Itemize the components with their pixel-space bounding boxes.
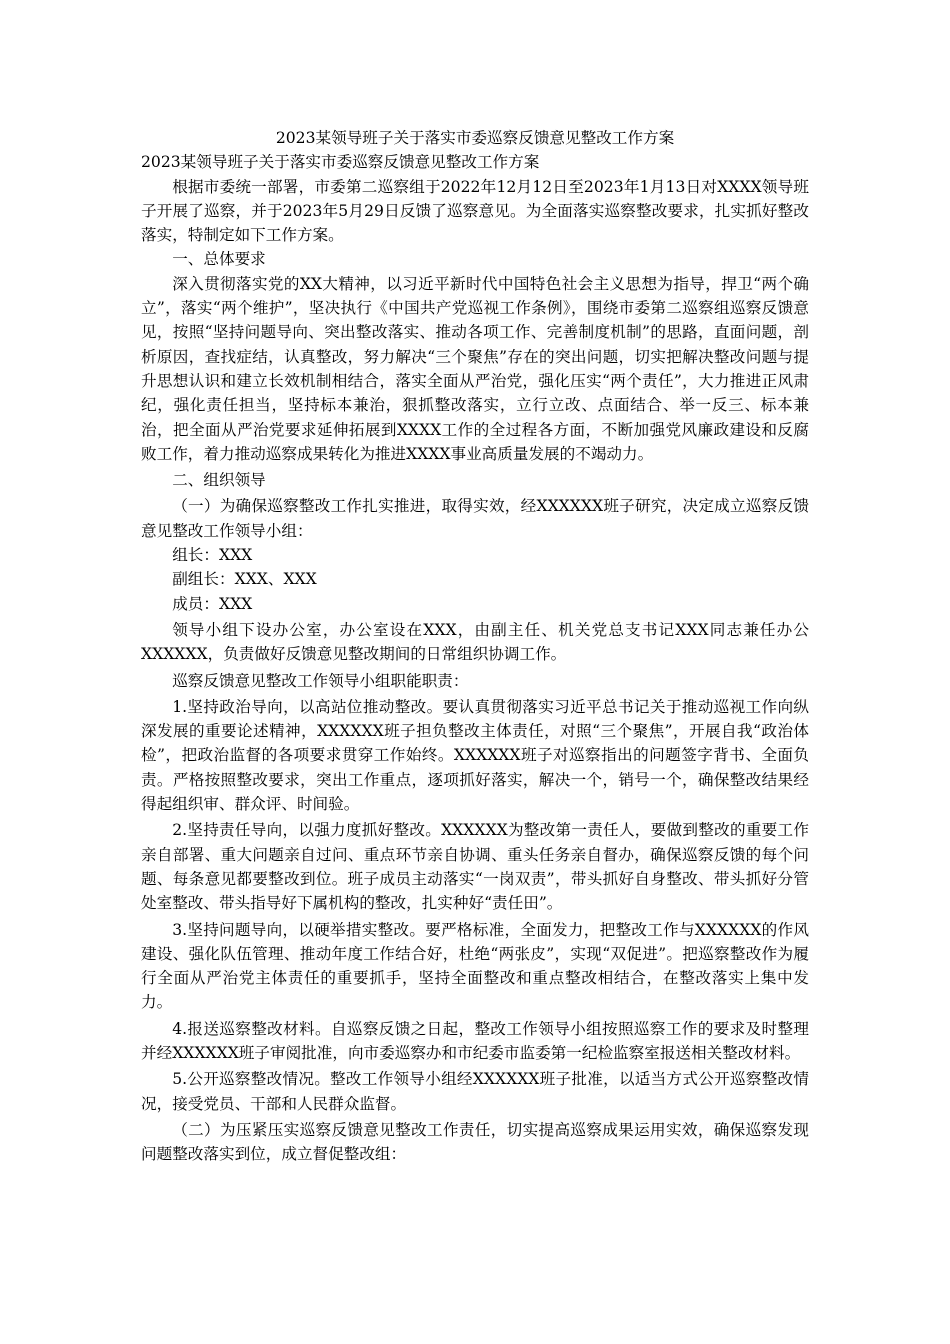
document-page xyxy=(141,126,809,1166)
document-subtitle: 2023某领导班子关于落实市委巡察反馈意见整改工作方案 xyxy=(141,153,540,172)
intro-paragraph: 根据市委统一部署，市委第二巡察组于2022年12月12日至2023年1月13日对XXXX领导班子开展了巡察，并于2023年5月29日反馈了巡察意见。为全面落实巡察整改要求，扎实抓好整改落实，特制定如下工作方案。 xyxy=(141,177,809,245)
office-paragraph: 领导小组下设办公室，办公室设在XXX，由副主任、机关党总支书记XXX同志兼任办公XXXXXX，负责做好反馈意见整改期间的日常组织协调工作。 xyxy=(141,620,809,664)
section-heading-general-requirements: 一、总体要求 xyxy=(172,250,266,269)
document-title: 2023某领导班子关于落实市委巡察反馈意见整改工作方案 xyxy=(275,129,675,147)
general-requirements-paragraph: 深入贯彻落实党的XX大精神，以习近平新时代中国特色社会主义思想为指导，捍卫“两个确立”，落实“两个维护”，坚决执行《中国共产党巡视工作条例》，围绕市委第二巡察组巡察反馈意见，按照“坚持问题导向、突出整改落实、推动各项工作、完善制度机制”的思路，直面问题，剖析原因，查找症结，认真整改，努力解决“三个聚焦”存在的突出问题，切实把解决整改问题与提升思想认识和建立长效机制相结合，落实全面从严治党，强化压实“两个责任”，大力推进正风肃纪，强化责任担当，坚持标本兼治，狠抓整改落实，立行立改、点面结合、举一反三、标本兼治，把全面从严治党要求延伸拓展到XXXX工作的全过程各方面，不断加强党风廉政建设和反腐败工作，着力推动巡察成果转化为推进XXXX事业高质量发展的不竭动力。 xyxy=(141,274,809,463)
members-line: 成员：XXX xyxy=(172,594,253,613)
deputy-leader-line: 副组长：XXX、XXX xyxy=(172,570,317,589)
duty-item-1: 1.坚持政治导向，以高站位推动整改。要认真贯彻落实习近平总书记关于推动巡视工作向纵深发展的重要论述精神，XXXXXX班子担负整改主体责任，对照“三个聚焦”，开展自我“政治体检”，把政治监督的各项要求贯穿工作始终。XXXXXX班子对巡察指出的问题签字背书、全面负责。严格按照整改要求，突出工作重点，逐项抓好落实，解决一个，销号一个，确保整改结果经得起组织审、群众评、时间验。 xyxy=(141,697,809,814)
leadership-group-paragraph: （一）为确保巡察整改工作扎实推进，取得实效，经XXXXXX班子研究，决定成立巡察反馈意见整改工作领导小组： xyxy=(141,497,809,540)
duty-item-4: 4.报送巡察整改材料。自巡察反馈之日起，整改工作领导小组按照巡察工作的要求及时整理并经XXXXXX班子审阅批准，向市委巡察办和市纪委市监委第一纪检监察室报送相关整改材料。 xyxy=(141,1019,809,1062)
section-heading-organization: 二、组织领导 xyxy=(172,471,266,490)
duty-item-5: 5.公开巡察整改情况。整改工作领导小组经XXXXXX班子批准，以适当方式公开巡察整改情况，接受党员、干部和人民群众监督。 xyxy=(141,1070,809,1113)
group-leader-line: 组长：XXX xyxy=(172,546,253,565)
duty-item-3: 3.坚持问题导向，以硬举措实整改。要严格标准，全面发力，把整改工作与XXXXXX的作风建设、强化队伍管理、推动年度工作结合好，杜绝“两张皮”，实现“双促进”。把巡察整改作为履行全面从严治党主体责任的重要抓手，坚持全面整改和重点整改相结合，在整改落实上集中发力。 xyxy=(141,920,809,1012)
duty-item-2: 2.坚持责任导向，以强力度抓好整改。XXXXXX为整改第一责任人，要做到整改的重要工作亲自部署、重大问题亲自过问、重点环节亲自协调、重头任务亲自督办，确保巡察反馈的每个问题、每条意见都要整改到位。班子成员主动落实“一岗双责”，带头抓好自身整改、带头抓好分管处室整改、带头指导好下属机构的整改，扎实种好“责任田”。 xyxy=(141,821,809,913)
supervision-group-paragraph: （二）为压紧压实巡察反馈意见整改工作责任，切实提高巡察成果运用实效，确保巡察发现问题整改落实到位，成立督促整改组： xyxy=(141,1120,809,1164)
duties-heading: 巡察反馈意见整改工作领导小组职能职责： xyxy=(172,671,469,690)
